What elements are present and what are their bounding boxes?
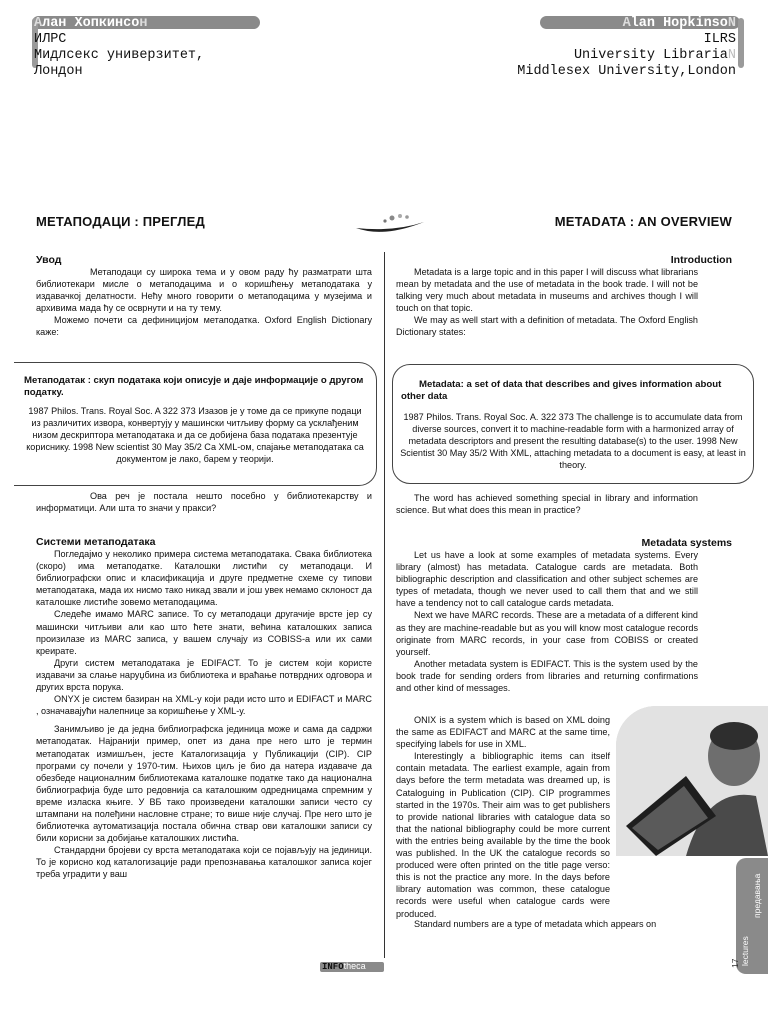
person-at-laptop-photo: [616, 706, 768, 856]
affiliation-cyrillic-2: Мидлсекс универзитет,: [34, 48, 205, 63]
affiliation-cyrillic-1: ИЛРС: [34, 32, 67, 47]
systems-text-latin-top: Let us have a look at some examples of metadata systems. Every library (almost) has metadata. Catalogue cards are metadata. Both bibliographic description and classification and other subject schemes are types of metadata, though we never used to call them that and we still have a tendency not to call catalogue cards metadata. Next we have MARC records. These are a metadata of a different kind as they are machine-readable but as you will know most catalogue records originate from MARC records, in your case from COBISS or created yourself. Another metadata system is EDIFACT. This is the system used by the book trade for sending orders from libraries and returning confirmations and other kind of messages.: [396, 550, 698, 694]
author-name-latin: Alan HopkinsoN: [622, 16, 736, 31]
side-label-latin: lectures: [740, 936, 750, 966]
journal-logo: INFOtheca: [322, 961, 366, 972]
systems-heading-latin: Metadata systems: [641, 537, 732, 549]
header-right-vbar: [738, 18, 744, 68]
definition-box-cyrillic: Метаподатак : скуп података који описује и даје информације о другом податку. 1987 Philos. Trans. Royal Soc. A 322 373 Изазов је у томе да се прикупе подаци из различитих извора, конвертују у машински читљиву форму са усклађеним низом дескриптора метаподатака и да се добијена база података презентује кориснику. 1998 New scientist 30 May 35/2 Са XML-ом, спајање метаподатака са документом је лако, барем у теорији.: [14, 362, 377, 486]
page-number: 17: [730, 958, 740, 968]
intro-heading-latin: Introduction: [670, 254, 732, 266]
systems-heading-cyrillic: Системи метаподатака: [36, 536, 156, 548]
title-latin: METADATA : AN OVERVIEW: [554, 214, 732, 229]
affiliation-latin-1: ILRS: [703, 32, 736, 47]
intro-text-cyrillic: Метаподаци су широка тема и у овом раду ћу разматрати шта библиотекари мисле о метаподацима и о коришћењу метаподатака у издавачкој делатности. Нећу много говорити о метаподацима у музејима и архивима мада ћу се осврнути и на ту тему. Можемо почети са дефиницијом метаподатка. Oxford English Dictionary каже:: [36, 267, 372, 338]
author-name-cyrillic: Алан Хопкинсон: [34, 16, 148, 31]
side-label-cyrillic: предавања: [752, 873, 762, 918]
decorative-swoosh-icon: [354, 212, 426, 234]
systems-text-latin-wrap: ONIX is a system which is based on XML doing the same as EDIFACT and MARC at the same time, specifying labels for use in XML. Interestingly a bibliographic items can itself contain metadata. The earliest example, again from days before the term metadata was dreamed up, is Cataloguing in Publication (CIP). CIP programmes started in the 1970s. Their aim was to get publishers to provide national libraries with catalogue data so that the national bibliography could be more current with the entries being available by the time the book was published. In the UK the catalogue records so produced were often printed on the title page verso: this is not the practice any more. In the days before library automation was common, these catalogue records were useful when catalogue cards were produced.: [396, 715, 610, 919]
title-cyrillic: МЕТАПОДАЦИ : ПРЕГЛЕД: [36, 214, 205, 229]
definition-box-latin: Metadata: a set of data that describes and gives information about other data 1987 Philos. Trans. Royal Soc. A. 322 373 The challenge is to accumulate data from diverse sources, convert it to machine-readable form with a harmonized array of metadata descriptors and present the resulting database(s) to the user. 1998 New Scientist 30 May 35/2 With XML, attaching metadata to a document is easy, at least in theory.: [392, 364, 754, 484]
after-box-cyrillic: Ова реч је постала нешто посебно у библиотекарству и информатици. Али шта то значи у пракси?: [36, 491, 372, 514]
intro-text-latin: Metadata is a large topic and in this paper I will discuss what librarians mean by metadata and the use of metadata in the book trade. I will not be talking very much about metadata in museums and archives though I will touch on that topic. We may as well start with a definition of metadata. The Oxford English Dictionary states:: [396, 267, 698, 338]
intro-heading-cyrillic: Увод: [36, 254, 62, 266]
systems-text-cyrillic: Погледајмо у неколико примера система метаподатака. Свака библиотека (скоро) има метаподатке. Каталошки листићи су метаподаци. И библиографски опис и класификација и друге предметне схеме су типови метаподатака, мада их нисмо тако никад звали и још увек немамо склоност да каталошке листиће зовемо метаподацима. Следеће имамо MARC записе. То су метаподаци другачије врсте јер су машински читљиви али као што ћете знати, већина каталошких записа произилазе из MARC записа, у вашем случају из COBISS-а или их сами креирате. Други систем метаподатака је EDIFACT. То је систем који користе издавачи за слање наруџбина из библиотека и враћање потврдних одговора и других врста порука. ONYX је систем базиран на XML-у који ради исто што и EDIFACT и MARC , означавајући налепнице за коришћење у XML-у. Занимљиво је да једна библиографска јединица може и сама да садржи метаподатак. Најранији пример, опет из дана пре него што је термин метаподатак измишљен, јесте Каталогизација у Публикацији (CIP). CIP програми су почели у 1970-тим. Њихов циљ је био да натера издаваче да обезбеде националним библиотекама каталошке податке тако да национална библиографија буде што редовнија са каталошким одредницама спремним у време изласка књиге. У ВБ тако произведени каталошки записи често су штампани на полеђини насловне стране; то више није случај. Пре него што је библиотечка аутоматизација постала обична ствар ови каталошки записи су били корисни за добијање каталошких листића. Стандардни бројеви су врста метаподатака који се појављују на јединици. То је корисно код каталогизације ради препознавања каталошког записа којег треба уградити у ваш: [36, 549, 372, 880]
affiliation-cyrillic-3: Лондон: [34, 64, 83, 79]
after-box-latin: The word has achieved something special in library and information science. But what does this mean in practice?: [396, 493, 698, 516]
affiliation-latin-3: Middlesex University,London: [517, 64, 736, 79]
systems-text-latin-end: Standard numbers are a type of metadata which appears on: [414, 919, 657, 929]
column-divider: [384, 252, 385, 958]
affiliation-latin-2: University LibrariaN: [573, 48, 736, 63]
